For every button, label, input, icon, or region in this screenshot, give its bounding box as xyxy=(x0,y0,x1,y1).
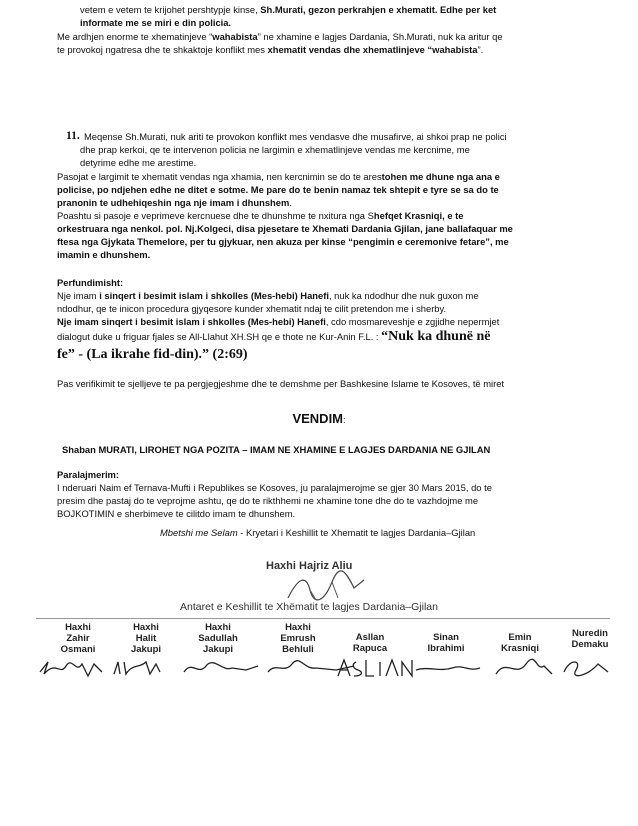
signature-zahir xyxy=(40,662,102,676)
text-span: Nje imam sinqert i besimit islam i shkolles (Mes-hebi) Hanefi xyxy=(57,316,326,327)
text-line xyxy=(57,331,490,343)
text-span: ”. xyxy=(477,44,484,55)
council-member xyxy=(486,632,554,654)
signature-sinan xyxy=(416,667,480,670)
decision-text: Shaban MURATI, LIROHET NGA POZITA – IMAM NE XHAMINE E LAGJES DARDANIA NE GJILAN xyxy=(62,444,491,455)
text-line: ftesa nga Gjykata Themelore, per tu gjykuar, nen akuza per kinse “pengimin e ceremonive fetare”, me xyxy=(57,236,509,247)
member-first-name: Nuredin xyxy=(572,628,608,639)
member-first-name: Zahir xyxy=(66,633,90,644)
council-member xyxy=(44,622,112,655)
text-line: ndodhur, qe te inicon procedura gjyqesore kunder xhematit ndaj te cilit pretendon me i sherby. xyxy=(57,303,447,314)
council-member xyxy=(412,632,480,654)
member-last-name: Osmani xyxy=(60,644,96,655)
text-span: xhematit vendas dhe xhematlinjeve “wahabista xyxy=(267,44,478,55)
closing-line xyxy=(160,527,475,539)
text-line xyxy=(57,44,483,56)
text-line: informate me se miri e din policia. xyxy=(80,17,232,28)
text-line: policise, po ndjehen edhe ne ditet e sotme. Me pare do te benin namaz tek shtepit e tyre se sa do te xyxy=(57,184,499,195)
text-line: imamin e dhunshem. xyxy=(57,249,151,260)
member-first-name: Halit xyxy=(135,633,157,644)
text-span: ” ne xhamine e lagjes Dardania, Sh.Murati, nuk ka aritur qe xyxy=(257,31,503,42)
text-span: Mbetshi me Selam xyxy=(160,527,238,538)
text-line: Meqense Sh.Murati, nuk ariti te provokon konflikt mes vendasve dhe musafirve, ai shkoi prap ne polici xyxy=(84,131,507,142)
member-title: Haxhi xyxy=(205,622,231,633)
section-heading: Perfundimisht: xyxy=(57,277,124,288)
quote-text: fe” - (La ikrahe fid-din).” (2:69) xyxy=(57,347,248,362)
text-span: hefqet Krasniqi, e te xyxy=(373,210,464,221)
chair-name: Haxhi Hajriz Aliu xyxy=(266,560,353,572)
member-title: Haxhi xyxy=(285,622,311,633)
text-line xyxy=(57,197,292,209)
text-span: , nuk ka ndodhur dhe nuk guxon me xyxy=(328,290,479,301)
text-span: dialogut duke u friguar fjales se All-Llahut XH.SH qe e thote ne Kur-Anin F.L. : xyxy=(57,331,382,342)
text-span: Pasojat e largimit te xhematit vendas nga xhamia, nen kercnimin se do te ares xyxy=(57,171,382,182)
member-last-name: Jakupi xyxy=(202,644,234,655)
text-span: tohen me dhune nga ana e xyxy=(381,171,500,182)
council-member xyxy=(336,632,404,654)
signature-emin xyxy=(496,659,552,674)
text-span: , cdo mosmareveshje e zgjidhe nepermjet xyxy=(325,316,500,327)
text-span: vetem e vetem te krijohet pershtypje kinse, xyxy=(80,4,261,15)
text-span: : xyxy=(343,415,346,425)
council-member xyxy=(112,622,180,655)
member-first-name: Asllan xyxy=(355,632,385,643)
text-line xyxy=(80,4,496,16)
list-item-number: 11. xyxy=(66,130,80,142)
member-last-name: Rapuca xyxy=(352,643,388,654)
member-last-name: Krasniqi xyxy=(500,643,539,654)
council-member xyxy=(556,628,624,650)
text-span: wahabista xyxy=(212,31,258,42)
text-line: Pas verifikimit te sjelljeve te pa pergjegjeshme dhe te demshme per Bashkesine Islame te Kosoves, të miret xyxy=(57,378,505,389)
member-first-name: Emin xyxy=(508,632,532,643)
signature-halit xyxy=(114,662,160,674)
decision-title: VENDIM xyxy=(292,411,344,426)
text-line xyxy=(57,210,463,222)
member-title: Haxhi xyxy=(133,622,159,633)
council-member xyxy=(184,622,252,655)
signature-nuredin xyxy=(564,662,608,676)
member-first-name: Sinan xyxy=(433,632,459,643)
member-first-name: Sadullah xyxy=(198,633,238,644)
member-last-name: Demaku xyxy=(571,639,609,650)
text-line: detyrime edhe me arestime. xyxy=(80,157,197,168)
text-line xyxy=(57,316,499,328)
text-line: presim dhe pastaj do te veprojme ashtu, qe do te rikthhemi ne xhamine tone dhe do te vazhdojme me xyxy=(57,495,479,506)
text-line: dhe prap kerkoi, qe te intervenon policia ne largimin e xhematlinjeve vendas me kercnime, me xyxy=(80,144,470,155)
council-label: Antaret e Keshillit te Xhëmatit te lagjes Dardania–Gjilan xyxy=(180,601,438,613)
member-last-name: Ibrahimi xyxy=(427,643,465,654)
member-first-name: Emrush xyxy=(280,633,316,644)
text-line xyxy=(57,290,479,302)
text-span: Me ardhjen enorme te xhematinjeve “ xyxy=(57,31,213,42)
text-line xyxy=(57,171,500,183)
text-span: pranonin te udhehiqeshin nga nje imam i dhunshem xyxy=(57,197,290,208)
text-line xyxy=(57,31,503,43)
signature-asllan xyxy=(338,660,412,676)
decision-heading xyxy=(0,411,638,428)
signature-sadullah xyxy=(184,663,258,672)
member-last-name: Jakupi xyxy=(130,644,162,655)
section-heading: Paralajmerim: xyxy=(57,469,120,480)
text-span: Sh.Murati, gezon perkrahjen e xhematit. Edhe per ket xyxy=(260,4,497,15)
member-title: Haxhi xyxy=(65,622,91,633)
text-span: i sinqert i besimit islam i shkolles (Mes-hebi) Hanefi xyxy=(99,290,329,301)
text-span: Nje imam xyxy=(57,290,100,301)
text-span: Poashtu si pasoje e veprimeve kercnuese dhe te dhunshme te nxitura nga S xyxy=(57,210,374,221)
text-line: orkestruara nga nenkol. pol. Nj.Kolgeci, disa pjesetare te Xhemati Dardania Gjilan, jane ballafaquar me xyxy=(57,223,513,234)
text-span: . xyxy=(289,197,292,208)
quote-text: “Nuk ka dhunë në xyxy=(381,329,491,344)
council-member xyxy=(264,622,332,655)
text-line: BOJKOTIMIN e sherbimeve te cilitdo imam te dhunshem. xyxy=(57,508,296,519)
member-last-name: Behluli xyxy=(282,644,314,655)
member-signatures xyxy=(36,654,616,682)
text-line: I nderuari Naim ef Ternava-Mufti i Republikes se Kosoves, ju paralajmerojme se gjer 30 Mars 2015, do te xyxy=(57,482,492,493)
text-span: te provokoj ngatresa dhe te shkaktoje konflikt mes xyxy=(57,44,268,55)
text-span: - Kryetari i Keshillit te Xhematit te lagjes Dardania–Gjilan xyxy=(237,527,476,538)
